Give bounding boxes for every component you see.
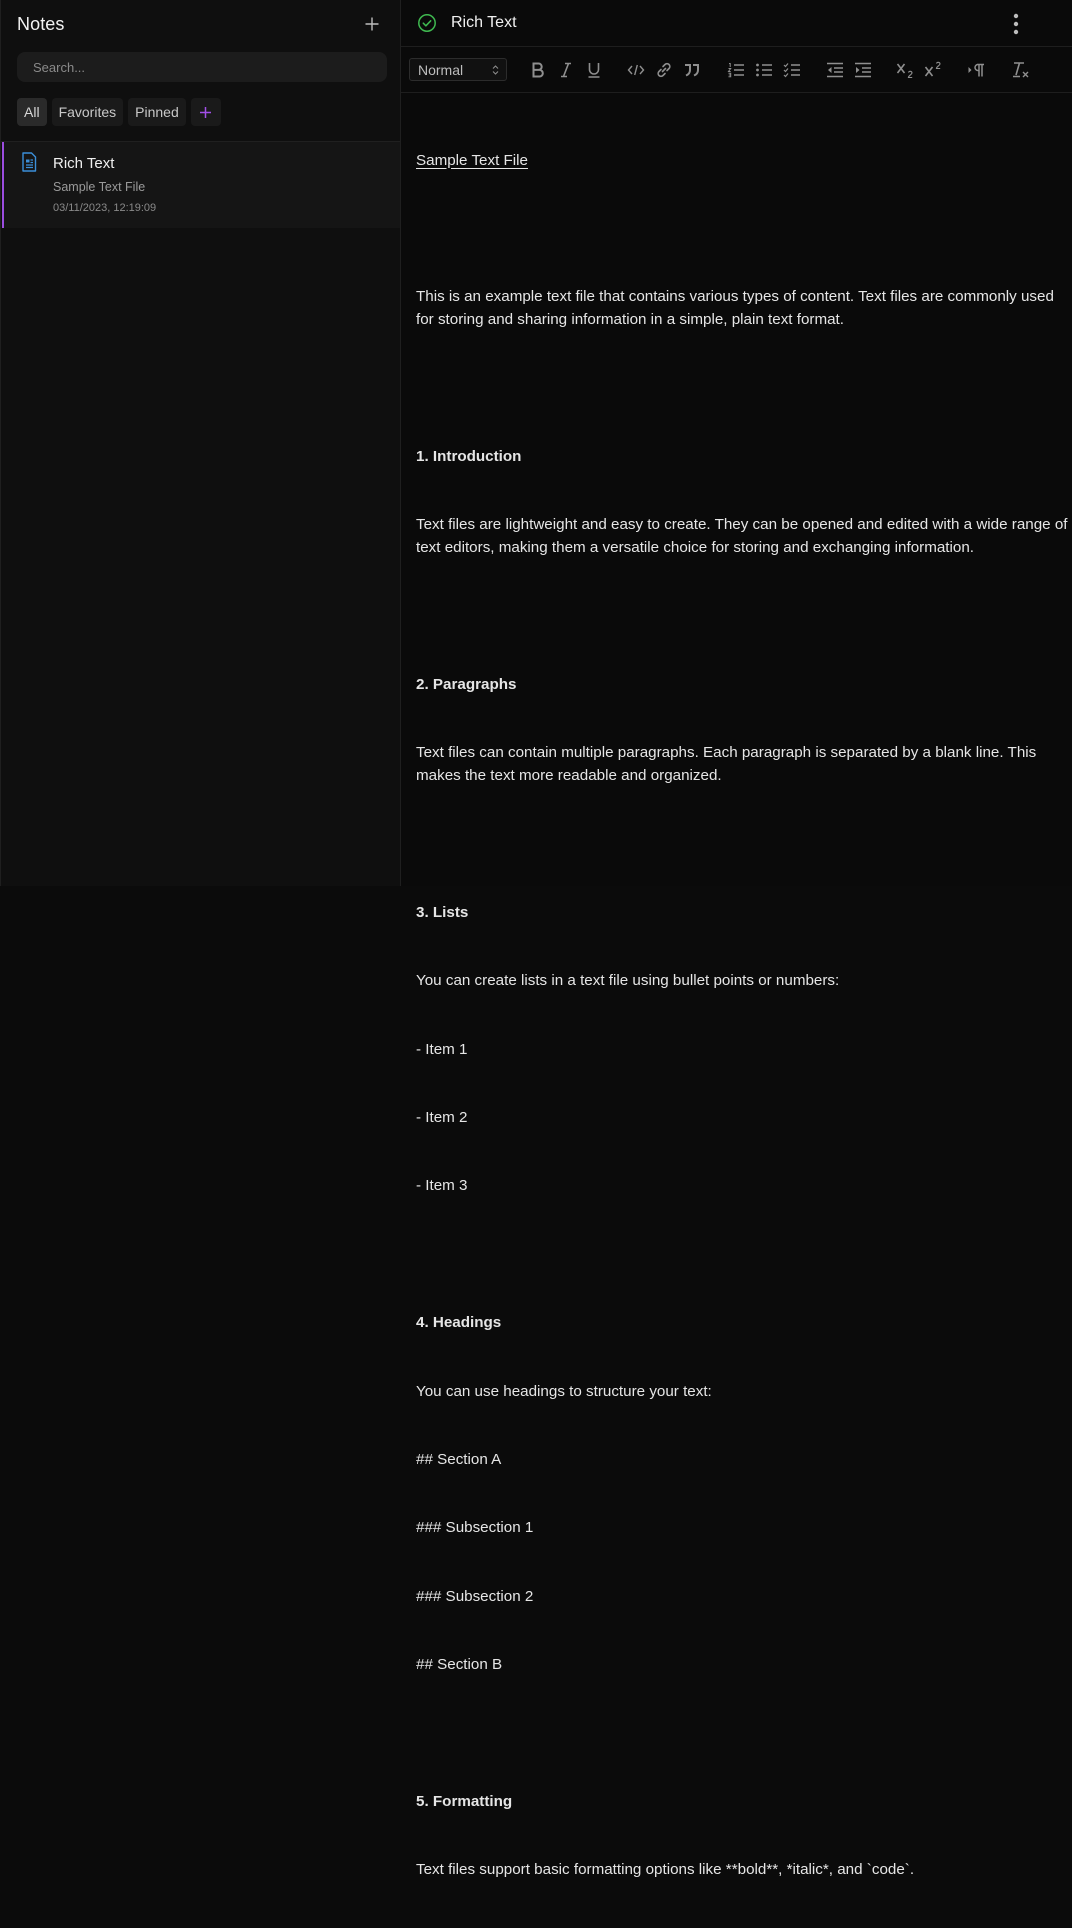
note-subtitle: Sample Text File [53,180,146,194]
filter-all[interactable]: All [17,98,47,126]
underline-icon [587,62,601,78]
blockquote-button[interactable] [681,60,703,80]
heading-example-line: ## Section A [416,1451,502,1469]
document-icon [21,152,37,172]
paragraph-introduction: Text files are lightweight and easy to create. They can be opened and edited with a wide range of text editors, making them a versatile choice for storing and exchanging information. [416,516,1072,557]
sidebar-title: Notes [17,13,65,34]
link-button[interactable] [653,60,675,80]
note-title: Rich Text [53,155,115,172]
bold-icon [531,62,545,78]
checklist-icon [783,62,801,78]
indent-button[interactable] [852,60,874,80]
text-direction-icon [967,62,987,78]
filter-favorites[interactable]: Favorites [52,98,124,126]
text-format-value: Normal [418,61,464,78]
code-icon [627,63,645,77]
section-heading-formatting: 5. Formatting [416,1792,513,1810]
list-line: - Item 3 [416,1177,468,1195]
formatting-toolbar [401,48,1072,93]
note-date: 03/11/2023, 12:19:09 [53,202,157,214]
italic-button[interactable] [555,60,577,80]
ordered-list-button[interactable] [725,60,747,80]
editor-header [401,0,1072,47]
paragraph-formatting: Text files support basic formatting options like **bold**, *italic*, and `code`. [416,1861,915,1879]
section-heading-paragraphs: 2. Paragraphs [416,675,517,693]
plus-icon [364,16,380,32]
blank-line [416,834,1072,857]
superscript-button[interactable] [923,60,945,80]
document-heading: Sample Text File [416,151,528,169]
text-format-select[interactable] [409,58,507,81]
paragraph-paragraphs: Text files can contain multiple paragraphs. Each paragraph is separated by a blank line. This makes the text more readable and organized. [416,744,1041,785]
paragraph-lists: You can create lists in a text file using bullet points or numbers: [416,972,840,990]
note-title-heading[interactable]: Rich Text [451,14,517,31]
bullet-list-button[interactable] [753,60,775,80]
heading-example-line: ### Subsection 1 [416,1519,534,1537]
sidebar-header [17,12,384,36]
italic-icon [559,62,573,78]
clear-formatting-icon [1010,61,1030,79]
notes-sidebar [0,0,401,886]
link-icon [655,61,673,79]
note-list-item[interactable] [2,142,400,228]
underline-button[interactable] [583,60,605,80]
section-heading-headings: 4. Headings [416,1314,502,1332]
list-line: - Item 1 [416,1040,468,1058]
paragraph-intro: This is an example text file that contains various types of content. Text files are commonly used for storing and sharing information in a simple, plain text format. [416,288,1059,329]
heading-example-line: ### Subsection 2 [416,1587,534,1605]
text-direction-button[interactable] [966,60,988,80]
check-circle-icon [417,13,437,33]
blank-line [416,1723,1072,1746]
subscript-icon [896,61,916,79]
heading-example-line: ## Section B [416,1656,503,1674]
section-heading-introduction: 1. Introduction [416,447,522,465]
add-filter-button[interactable] [191,98,221,126]
outdent-button[interactable] [824,60,846,80]
filter-tabs [17,98,221,126]
rich-text-editor[interactable] [416,104,1072,1928]
ordered-list-icon [727,62,745,78]
list-line: - Item 2 [416,1109,468,1127]
blank-line [416,1244,1072,1267]
paragraph-headings: You can use headings to structure your text: [416,1382,712,1400]
bold-button[interactable] [527,60,549,80]
blank-line [416,606,1072,629]
code-button[interactable] [625,60,647,80]
blank-line [416,378,1072,401]
editor-pane [401,0,1072,1879]
section-heading-lists: 3. Lists [416,903,469,921]
quote-icon [683,63,701,77]
outdent-icon [826,62,844,78]
subscript-button[interactable] [895,60,917,80]
bullet-list-icon [755,62,773,78]
clear-formatting-button[interactable] [1009,60,1031,80]
superscript-icon [924,61,944,79]
more-options-button[interactable] [1005,12,1027,36]
select-caret-icon [492,64,499,76]
search-input[interactable] [17,52,387,82]
blank-line [416,218,1072,241]
more-vertical-icon [1013,13,1019,35]
filter-pinned[interactable]: Pinned [128,98,186,126]
indent-icon [854,62,872,78]
add-note-button[interactable] [360,12,384,36]
checklist-button[interactable] [781,60,803,80]
plus-icon [199,106,212,119]
